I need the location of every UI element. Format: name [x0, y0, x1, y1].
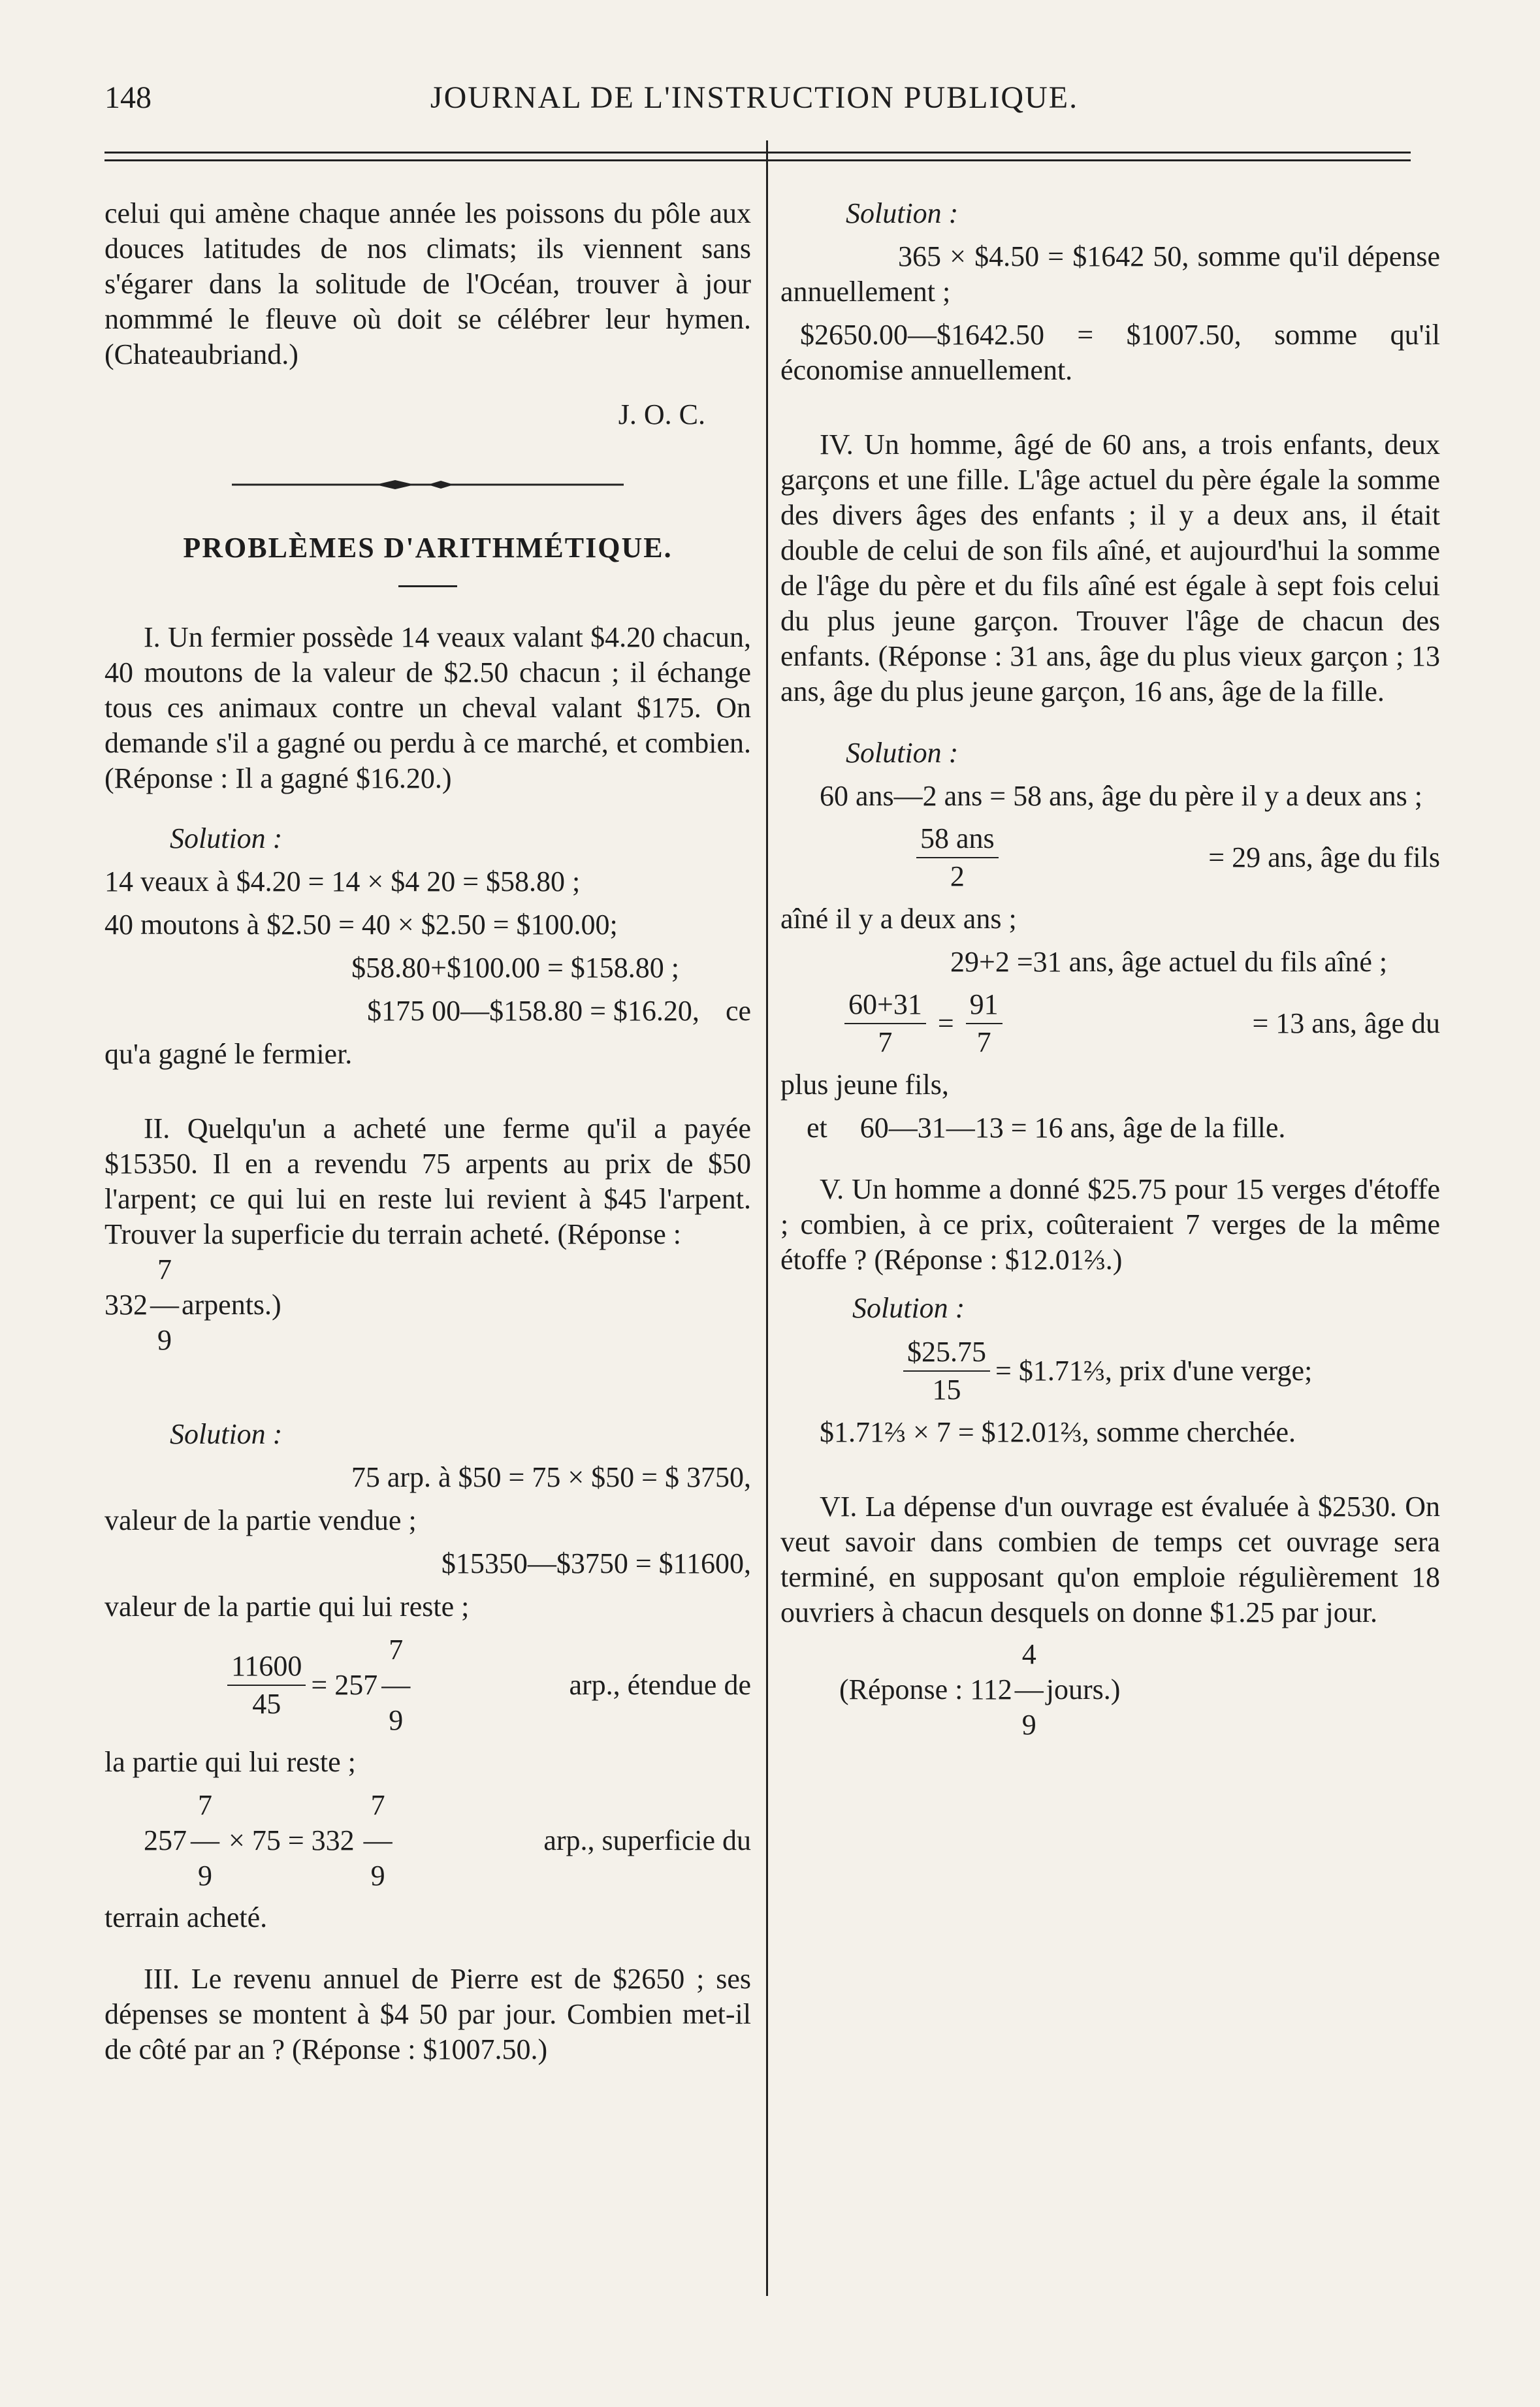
p6-ans-num: 4 — [1021, 1638, 1036, 1670]
header-rule — [104, 152, 1411, 153]
p1-line-2: 40 moutons à $2.50 = 40 × $2.50 = $100.00; — [104, 909, 618, 941]
page-number: 148 — [104, 80, 152, 115]
p6-ans-fraction — [1015, 1637, 1044, 1743]
p4-f2-num: 60+31 — [848, 988, 922, 1020]
p1-line-4-eq: $175 00—$158.80 = $16.20, — [367, 995, 699, 1027]
p4-line-1: 60 ans—2 ans = 58 ans, âge du père il y a deux ans ; — [820, 780, 1422, 812]
p2-ans-den: 9 — [157, 1324, 172, 1356]
p2-line-2: valeur de la partie vendue ; — [104, 1504, 417, 1536]
p6-ans-tail: jours.) — [1046, 1673, 1121, 1705]
p2-m1-num: 7 — [198, 1789, 212, 1821]
p3-solution-line-2: $2650.00—$1642.50 = $1007.50, somme qu'il économise annuellement. — [780, 319, 1440, 386]
p1-line-1: 14 veaux à $4.20 = 14 × $4 20 = $58.80 ; — [104, 865, 581, 897]
column-divider — [766, 140, 768, 2296]
p4-f2-den: 7 — [878, 1026, 893, 1058]
problem-1-solution-label: Solution : — [170, 822, 283, 854]
p2-ans-dash: — — [150, 1289, 179, 1321]
p5-fraction — [903, 1334, 990, 1408]
p2-f1-eq: = 257 — [311, 1669, 378, 1701]
p2-m1-fraction-2 — [364, 1788, 393, 1894]
page-header — [104, 72, 1404, 124]
p4-f2-equals: = — [937, 1007, 954, 1039]
p4-fraction-2b — [966, 986, 1003, 1061]
ornament-rule — [104, 478, 751, 491]
p4-fraction-row-1 — [780, 820, 1440, 895]
problem-3-solution-label: Solution : — [846, 197, 959, 229]
section-heading: PROBLÈMES D'ARITHMÉTIQUE. — [183, 532, 673, 564]
p4-f2-den2: 7 — [976, 1026, 991, 1058]
p2-ans-fraction — [150, 1252, 179, 1358]
heading-rule — [398, 585, 457, 587]
p4-fraction-1 — [916, 820, 999, 895]
p2-m1-fraction — [191, 1788, 219, 1894]
p5-line-1: $1.71⅔ × 7 = $12.01⅔, somme cherchée. — [820, 1416, 1296, 1448]
p4-line-5-et: et — [807, 1112, 827, 1144]
p1-line-4 — [104, 993, 751, 1029]
right-column — [780, 196, 1440, 1743]
p2-m1-den2: 9 — [370, 1860, 385, 1892]
p2-ans-num: 7 — [157, 1253, 172, 1285]
problem-1-text: I. Un fermier possède 14 veaux valant $4.20 chacun, 40 moutons de la valeur de $2.50 chacun ; il échange tous ces animaux contre un cheval valant $175. On demande s'il a gagné ou perdu à ce marché, et combien. (Réponse : Il a gagné $16.20.) — [104, 621, 751, 794]
p5-f-num: $25.75 — [907, 1336, 986, 1368]
p2-f1-mden: 9 — [389, 1704, 404, 1736]
p4-fraction-row-2 — [780, 986, 1440, 1061]
p2-fraction-row — [104, 1632, 751, 1738]
running-title: JOURNAL DE L'INSTRUCTION PUBLIQUE. — [430, 80, 1079, 115]
problem-2 — [104, 1111, 751, 1397]
p4-line-5 — [780, 1110, 1440, 1146]
p4-line-4: plus jeune fils, — [780, 1069, 949, 1101]
p2-m1-den: 9 — [198, 1860, 212, 1892]
p4-fraction-2a — [844, 986, 926, 1061]
p2-f1-num: 11600 — [231, 1650, 302, 1682]
p4-f1-den: 2 — [950, 860, 965, 892]
p2-line-6: terrain acheté. — [104, 1901, 268, 1933]
p2-m1-mid: × 75 = 332 — [229, 1824, 355, 1856]
p4-line-3: 29+2 =31 ans, âge actuel du fils aîné ; — [950, 946, 1388, 978]
p2-line-3: $15350—$3750 = $11600, — [441, 1547, 751, 1579]
problem-2-solution-label: Solution : — [170, 1418, 283, 1450]
p2-line-1: 75 arp. à $50 = 75 × $50 = $ 3750, — [351, 1461, 751, 1493]
p2-f1-den: 45 — [252, 1688, 281, 1720]
p2-m1-whole: 257 — [144, 1824, 187, 1856]
p4-f2-tail: = 13 ans, âge du — [1252, 1007, 1440, 1039]
p4-line-5-eq: 60—31—13 = 16 ans, âge de la fille. — [859, 1112, 1286, 1144]
p2-f1-dash: — — [381, 1669, 411, 1701]
p5-f-tail: = $1.71⅔, prix d'une verge; — [995, 1355, 1313, 1387]
left-column — [104, 196, 751, 2092]
signature: J. O. C. — [618, 398, 705, 430]
p2-mixed-row — [104, 1788, 751, 1894]
problem-2-text: II. Quelqu'un a acheté une ferme qu'il a payée $15350. Il en a revendu 75 arpents au prix de $50 l'arpent; ce qui lui en reste lui revient à $45 l'arpent. Trouver la superficie du terrain acheté. (Réponse : — [104, 1112, 751, 1250]
p2-m1-tail: arp., superficie du — [543, 1824, 751, 1856]
p6-ans-pre: (Réponse : 112 — [839, 1673, 1012, 1705]
p4-line-2: aîné il y a deux ans ; — [780, 903, 1017, 935]
p1-line-3: $58.80+$100.00 = $158.80 ; — [351, 952, 679, 984]
problem-6-text: VI. La dépense d'un ouvrage est évaluée à $2530. On veut savoir dans combien de temps cet ouvrage sera terminé, en supposant qu'on emploie régulièrement 18 ouvriers à chacun desquels on donne $1.25 par jour. — [780, 1491, 1440, 1628]
p4-f2-num2: 91 — [969, 988, 999, 1020]
p6-ans-den: 9 — [1021, 1709, 1036, 1741]
p2-fraction — [227, 1648, 306, 1722]
p2-f1-mixed — [381, 1632, 410, 1738]
p4-f1-num: 58 ans — [920, 822, 995, 854]
problem-3-text: III. Le revenu annuel de Pierre est de $2650 ; ses dépenses se montent à $4 50 par jour. Combien met-il de côté par an ? (Réponse : $1007.50.) — [104, 1963, 751, 2065]
p2-f1-tail: arp., étendue de — [569, 1669, 751, 1701]
p1-line-4-tail: ce — [725, 995, 751, 1027]
p6-ans-dash: — — [1014, 1673, 1044, 1705]
intro-paragraph: celui qui amène chaque année les poissons du pôle aux douces latitudes de nos climats; ils viennent sans s'égarer dans la solitude de l'Océan, trouver à jour nommmé le fleuve où doit se célébrer leur hymen. (Chateaubriand.) — [104, 197, 751, 370]
problem-4-solution-label: Solution : — [846, 737, 959, 769]
p4-f1-tail: = 29 ans, âge du fils — [1208, 841, 1440, 873]
problem-4-text: IV. Un homme, âgé de 60 ans, a trois enfants, deux garçons et une fille. L'âge actuel du père égale la somme des divers âges des enfants ; il y a deux ans, il était double de celui de son fils aîné, et aujourd'hui la somme de l'âge du père et du fils aîné est égale à sept fois celui du plus jeune garçon. Trouver l'âge de chacun des enfants. (Réponse : 31 ans, âge du plus vieux garçon ; 13 ans, âge du plus jeune garçon, 16 ans, âge de la fille. — [780, 428, 1440, 707]
p2-f1-mnum: 7 — [389, 1634, 404, 1666]
p5-fraction-row — [780, 1334, 1440, 1408]
p2-line-4: valeur de la partie qui lui reste ; — [104, 1591, 470, 1623]
spacer — [780, 1146, 1440, 1172]
p3-solution-line-1: 365 × $4.50 = $1642 50, somme qu'il dépense annuellement ; — [780, 240, 1440, 308]
problem-6-answer — [780, 1637, 1120, 1743]
ornament-divider-icon — [232, 478, 624, 491]
p2-m1-num2: 7 — [370, 1789, 385, 1821]
problem-5-solution-label: Solution : — [852, 1292, 965, 1324]
p1-line-5: qu'a gagné le fermier. — [104, 1038, 353, 1070]
p2-m1-dash: — — [191, 1824, 219, 1856]
p2-ans-whole: 332 — [104, 1289, 148, 1321]
problem-2-answer — [104, 1252, 281, 1358]
p2-m1-dash2: — — [363, 1824, 393, 1856]
header-rule-double — [104, 159, 1411, 161]
problem-5-text: V. Un homme a donné $25.75 pour 15 verges d'étoffe ; combien, à ce prix, coûteraient 7 verges de la même étoffe ? (Réponse : $12.01⅔.) — [780, 1173, 1440, 1276]
p2-line-5: la partie qui lui reste ; — [104, 1746, 356, 1778]
p5-f-den: 15 — [932, 1374, 961, 1406]
p2-ans-tail: arpents.) — [182, 1289, 281, 1321]
